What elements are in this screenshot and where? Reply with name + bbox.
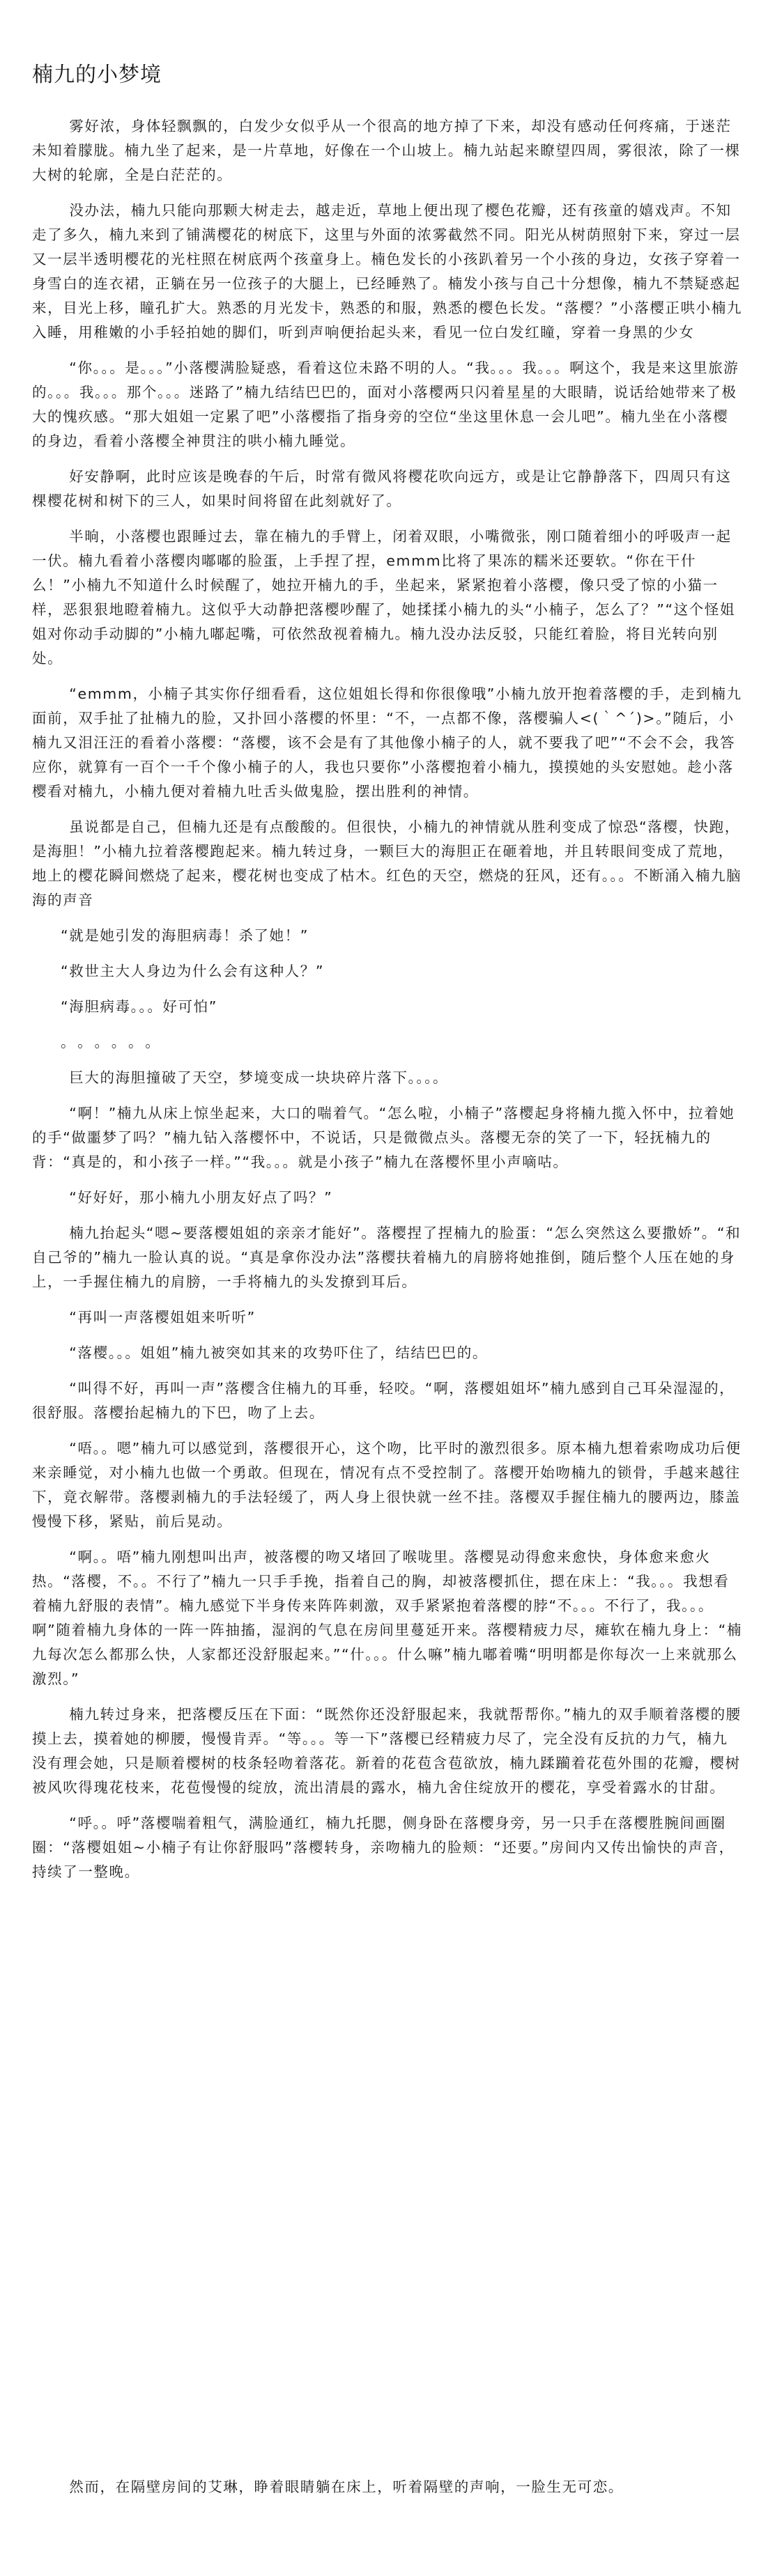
- story-paragraph: “emmm，小楠子其实你仔细看看，这位姐姐长得和你很像哦”小楠九放开抱着落樱的手，走到楠九面前，双手扯了扯楠九的脸，又扑回小落樱的怀里：“不，一点都不像，落樱骗人<(｀^´)>。”随后，小楠九又泪汪汪的看着小落樱：“落樱，该不会是有了其他像小楠子的人，就不要我了吧”“不会不会，我答应你，就算有一百个一千个像小楠子的人，我也只要你”小落樱抱着小楠九，摸摸她的头安慰她。趁小落樱看对楠九，小楠九便对着楠九吐舌头做鬼脸，摆出胜利的神情。: [32, 685, 742, 800]
- story-paragraph: 楠九转过身来，把落樱反压在下面：“既然你还没舒服起来，我就帮帮你。”楠九的双手顺着落樱的腰摸上去，摸着她的柳腰，慢慢肯弄。“等。。。等一下”落樱已经精疲力尽了，完全没有反抗的力气，楠九没有理会她，只是顺着樱树的枝条轻吻着落花。新着的花苞含苞欲放，楠九蹂躏着花苞外围的花瓣，樱树被风吹得瑰花枝来，花苞慢慢的绽放，流出清晨的露水，楠九舍住绽放开的樱花，享受着露水的甘甜。: [32, 1706, 742, 1796]
- story-paragraph: 。。。。。。: [61, 1034, 169, 1050]
- story-paragraph: “你。。。是。。。”小落樱满脸疑惑，看着这位未路不明的人。“我。。。我。。。啊这个，我是来这里旅游的。。。我。。。那个。。。迷路了”楠九结结巴巴的，面对小落樱两只闪着星星的大眼睛，说话给她带来了极大的愧疚感。“那大姐姐一定累了吧”小落樱指了指身旁的空位“坐这里休息一会儿吧”。楠九坐在小落樱的身边，看着小落樱全神贯注的哄小楠九睡觉。: [32, 359, 739, 449]
- story-paragraph: “就是她引发的海胆病毒！杀了她！”: [61, 927, 309, 944]
- story-paragraph: 半晌，小落樱也跟睡过去，靠在楠九的手臂上，闭着双眼，小嘴微张，刚口随着细小的呼吸声一起一伏。楠九看着小落樱肉嘟嘟的脸蛋，上手捏了捏，emmm比将了果冻的糯米还要软。“你在干什么！”小楠九不知道什么时候醒了，她拉开楠九的手，坐起来，紧紧抱着小落樱，像只受了惊的小猫一样，恶狠狠地瞪着楠九。这似乎大动静把落樱吵醒了，她揉揉小楠九的头“小楠子，怎么了？”“这个怪姐姐对你动手动脚的”小楠九嘟起嘴，可依然敌视着楠九。楠九没办法反驳，只能红着脸，将目光转向别处。: [32, 528, 736, 667]
- story-paragraph: “再叫一声落樱姐姐来听听”: [69, 1309, 256, 1326]
- story-paragraph: “叫得不好，再叫一声”落樱含住楠九的耳垂，轻咬。“啊，落樱姐姐坏”楠九感到自己耳朵湿湿的，很舒服。落樱抬起楠九的下巴，吻了上去。: [32, 1380, 735, 1421]
- story-paragraph: “好好好，那小楠九小朋友好点了吗？”: [69, 1189, 333, 1206]
- story-paragraph: 巨大的海胆撞破了天空，梦境变成一块块碎片落下。。。。: [69, 1069, 449, 1086]
- story-paragraph: “救世主大人身边为什么会有这种人？”: [61, 963, 325, 979]
- story-paragraph: 好安静啊，此时应该是晚春的午后，时常有微风将樱花吹向远方，或是让它静静落下，四周只有这棵樱花树和树下的三人，如果时间将留在此刻就好了。: [32, 468, 732, 509]
- story-paragraph: “啊！”楠九从床上惊坐起来，大口的喘着气。“怎么啦，小楠子”落樱起身将楠九揽入怀中，拉着她的手“做噩梦了吗？”楠九钻入落樱怀中，不说话，只是微微点头。落樱无奈的笑了一下，轻抚楠九的背：“真是的，和小孩子一样。”“我。。。就是小孩子”楠九在落樱怀里小声嘀咕。: [32, 1105, 735, 1170]
- story-paragraph: “呼。。呼”落樱喘着粗气，满脸通红，楠九托腮，侧身卧在落樱身旁，另一只手在落樱胜腕间画圈圈：“落樱姐姐~小楠子有让你舒服吗”落樱转身，亲吻楠九的脸颊：“还要。”房间内又传出愉快的声音，持续了一整晚。: [32, 1815, 735, 1880]
- story-paragraph: 虽说都是自己，但楠九还是有点酸酸的。但很快，小楠九的神情就从胜利变成了惊恐“落樱，快跑，是海胆！”小楠九拉着落樱跑起来。楠九转过身，一颗巨大的海胆正在砸着地，并且转眼间变成了荒地，地上的樱花瞬间燃烧了起来，樱花树也变成了枯木。红色的天空，燃烧的狂风，还有。。。不断涌入楠九脑海的声音: [32, 818, 742, 908]
- story-paragraph: “落樱。。。姐姐”楠九被突如其来的攻势吓住了，结结巴巴的。: [69, 1344, 488, 1361]
- story-paragraph: “海胆病毒。。。好可怕”: [61, 998, 217, 1015]
- story-title: 楠九的小梦境: [32, 63, 162, 87]
- story-paragraph: 楠九抬起头“嗯~要落樱姐姐的亲亲才能好”。落樱捏了捏楠九的脸蛋：“怎么突然这么要撒娇”。“和自己爷的”楠九一脸认真的说。“真是拿你没办法”落樱扶着楠九的肩膀将她推倒，随后整个人压在她的身上，一手握住楠九的肩膀，一手将楠九的头发撩到耳后。: [32, 1225, 742, 1290]
- story-paragraph: 没办法，楠九只能向那颗大树走去，越走近，草地上便出现了樱色花瓣，还有孩童的嬉戏声。不知走了多久，楠九来到了铺满樱花的树底下，这里与外面的浓雾截然不同。阳光从树荫照射下来，穿过一层又一层半透明樱花的光柱照在树底两个孩童身上。楠色发长的小孩趴着另一个小孩的身边，女孩子穿着一身雪白的连衣裙，正躺在另一位孩子的大腿上，已经睡熟了。楠发小孩与自己十分想像，楠九不禁疑惑起来，目光上移，瞳孔扩大。熟悉的月光发卡，熟悉的和服，熟悉的樱色长发。“落樱？”小落樱正哄小楠九入睡，用稚嫩的小手轻拍她的脚们，听到声响便抬起头来，看见一位白发红瞳，穿着一身黑的少女: [32, 202, 742, 341]
- story-paragraph: “唔。。嗯”楠九可以感觉到，落樱很开心，这个吻，比平时的激烈很多。原本楠九想着索吻成功后便来亲睡觉，对小楠九也做一个勇敢。但现在，情况有点不受控制了。落樱开始吻楠九的锁骨，手越来越往下，竟衣解带。落樱剥楠九的手法轻缓了，两人身上很快就一丝不挂。落樱双手握住楠九的腰两边，膝盖慢慢下移，紧贴，前后晃动。: [32, 1440, 742, 1530]
- story-paragraph: “啊。。唔”楠九刚想叫出声，被落樱的吻又堵回了喉咙里。落樱晃动得愈来愈快，身体愈来愈火热。“落樱，不。。不行了”楠九一只手手挽，指着自己的胸，却被落樱抓住，摁在床上：“我。。。我想看着楠九舒服的表情”。楠九感觉下半身传来阵阵刺激，双手紧紧抱着落樱的脖“不。。。不行了，我。。。啊”随着楠九身体的一阵一阵抽搐，湿润的气息在房间里蔓延开来。落樱精疲力尽，瘫软在楠九身上：“楠九每次怎么都那么快，人家都还没舒服起来。”“什。。。什么嘛”楠九嘟着嘴“明明都是你每次一上来就那么激烈。”: [32, 1549, 742, 1687]
- story-ending: 然而，在隔壁房间的艾琳，睁着眼睛躺在床上，听着隔壁的声响，一脸生无可恋。: [69, 2478, 624, 2495]
- story-paragraph: 雾好浓，身体轻飘飘的，白发少女似乎从一个很高的地方掉了下来，却没有感动任何疼痛，于迷茫未知着朦胧。楠九坐了起来，是一片草地，好像在一个山坡上。楠九站起来瞭望四周，雾很浓，除了一棵大树的轮廓，全是白茫茫的。: [32, 118, 741, 183]
